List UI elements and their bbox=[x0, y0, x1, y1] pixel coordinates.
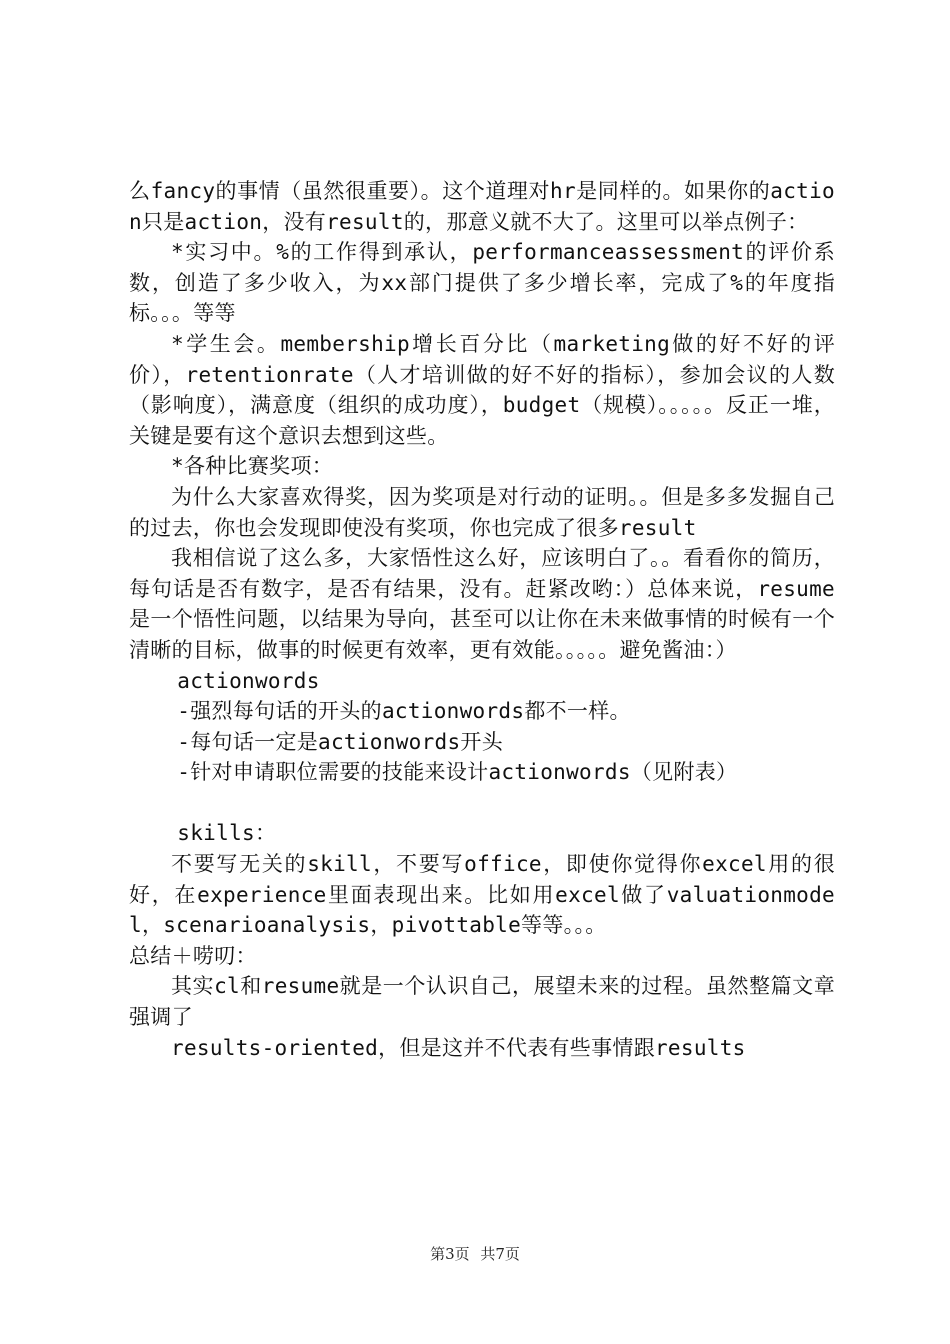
blank-line bbox=[129, 788, 835, 819]
paragraph-bullet-student-union: *学生会。membership增长百分比（marketing做的好不好的评价），retentionrate（人才培训做的好不好的指标），参加会议的人数（影响度），满意度（组织的成功度），budget（规模）。。。。。反正一堆，关键是要有这个意识去想到这些。 bbox=[129, 331, 835, 448]
page-footer bbox=[0, 1243, 950, 1264]
section-heading-summary: 总结＋唠叨： bbox=[129, 943, 257, 968]
paragraph: 我相信说了这么多，大家悟性这么好，应该明白了。。看看你的简历，每句话是否有数字，是否有结果，没有。赶紧改哟：）总体来说，resume是一个悟性问题，以结果为导向，甚至可以让你在未来做事情的时候有一个清晰的目标，做事的时候更有效率，更有效能。。。。。避免酱油：） bbox=[129, 546, 835, 662]
page-number: 第3页 bbox=[430, 1245, 470, 1263]
paragraph: results-oriented，但是这并不代表有些事情跟results bbox=[171, 1035, 746, 1060]
document-body bbox=[129, 176, 835, 1063]
list-item: -强烈每句话的开头的actionwords都不一样。 bbox=[177, 699, 631, 724]
paragraph: 其实cl和resume就是一个认识自己，展望未来的过程。虽然整篇文章强调了 bbox=[129, 974, 835, 1030]
paragraph-bullet-internship: *实习中。%的工作得到承认，performanceassessment的评价系数，创造了多少收入，为xx部门提供了多少增长率，完成了%的年度指标。。。等等 bbox=[129, 240, 835, 326]
section-heading-skills: skills： bbox=[177, 821, 277, 846]
list-item: -针对申请职位需要的技能来设计actionwords（见附表） bbox=[177, 760, 738, 785]
paragraph: 为什么大家喜欢得奖，因为奖项是对行动的证明。。但是多多发掘自己的过去，你也会发现即使没有奖项，你也完成了很多result bbox=[129, 484, 835, 540]
list-item: -每句话一定是actionwords开头 bbox=[177, 729, 504, 754]
page-total: 共7页 bbox=[480, 1245, 520, 1263]
paragraph-bullet-awards: *各种比赛奖项： bbox=[171, 454, 334, 479]
section-heading-actionwords: actionwords bbox=[177, 668, 320, 693]
paragraph: 不要写无关的skill，不要写office，即使你觉得你excel用的很好，在experience里面表现出来。比如用excel做了valuationmodel，scenarioanalysis，pivottable等等。。。 bbox=[129, 852, 835, 938]
paragraph: 么fancy的事情（虽然很重要）。这个道理对hr是同样的。如果你的action只是action，没有result的，那意义就不大了。这里可以举点例子： bbox=[129, 179, 835, 234]
